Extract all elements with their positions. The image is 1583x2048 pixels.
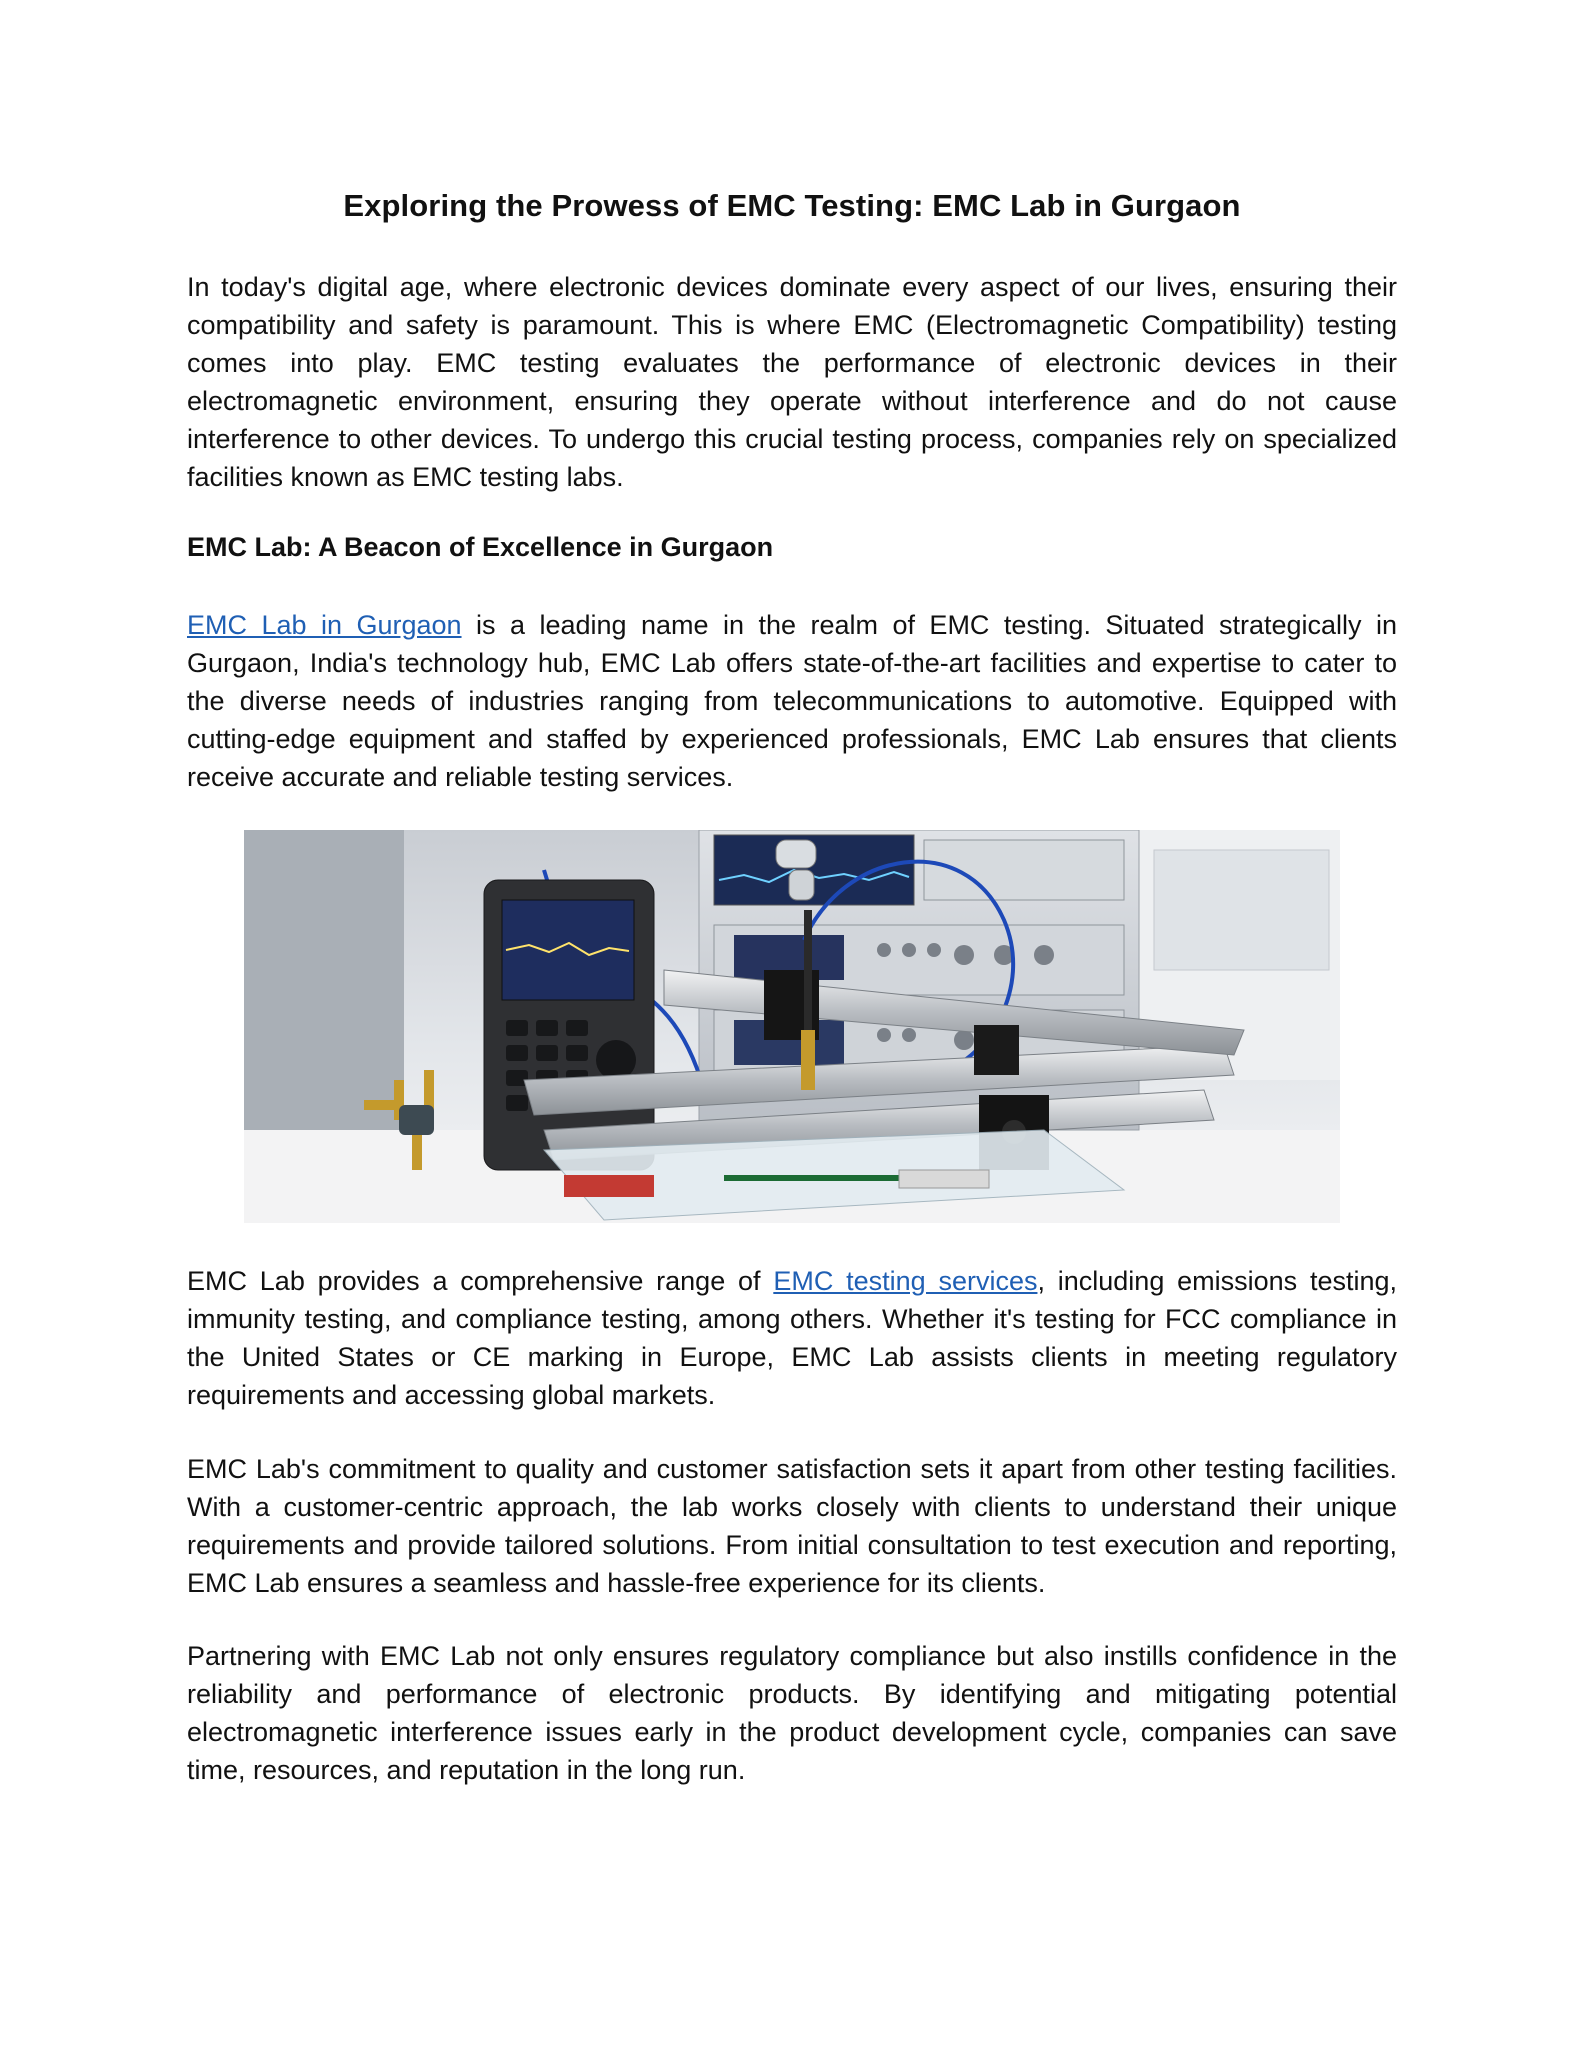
lab-intro-text: is a leading name in the realm of EMC testing. Situated strategically in Gurgaon, India's technology hub, EMC Lab offers state-of-the-art facilities and expertise to cater to the diverse needs of industries ranging from telecommunications to automotive. Equipped with cutting-edge equipment and staffed by experienced professionals, EMC Lab ensures that clients receive accurate and reliable testing services. [187,610,1397,792]
emc-lab-gurgaon-link[interactable]: EMC Lab in Gurgaon [187,610,462,640]
section-heading: EMC Lab: A Beacon of Excellence in Gurgaon [187,532,774,562]
services-paragraph [187,1262,1397,1414]
emc-testing-services-link[interactable]: EMC testing services [773,1266,1038,1296]
services-text-after: , including emissions testing, immunity testing, and compliance testing, among others. Whether it's testing for FCC compliance in the United States or CE marking in Europe, EMC Lab assists clients in meeting regulatory requirements and accessing global markets. [187,1266,1398,1410]
services-text-before: EMC Lab provides a comprehensive range of [187,1266,774,1296]
intro-paragraph: In today's digital age, where electronic devices dominate every aspect of our lives, ensuring their compatibility and safety is paramount. This is where EMC (Electromagnetic Compatibility) testing comes into play. EMC testing evaluates the performance of electronic devices in their electromagnetic environment, ensuring they operate without interference and do not cause interference to other devices. To undergo this crucial testing process, companies rely on specialized facilities known as EMC testing labs. [187,272,1397,492]
commitment-paragraph: EMC Lab's commitment to quality and customer satisfaction sets it apart from other testing facilities. With a customer-centric approach, the lab works closely with clients to understand their unique requirements and provide tailored solutions. From initial consultation to test execution and reporting, EMC Lab ensures a seamless and hassle-free experience for its clients. [187,1454,1397,1598]
partnering-paragraph: Partnering with EMC Lab not only ensures regulatory compliance but also instills confidence in the reliability and performance of electronic products. By identifying and mitigating potential electromagnetic interference issues early in the product development cycle, companies can save time, resources, and reputation in the long run. [187,1641,1397,1785]
lab-intro-paragraph [187,606,1397,796]
document-title: Exploring the Prowess of EMC Testing: EMC Lab in Gurgaon [343,188,1241,223]
emc-lab-equipment-photo [244,830,1340,1223]
